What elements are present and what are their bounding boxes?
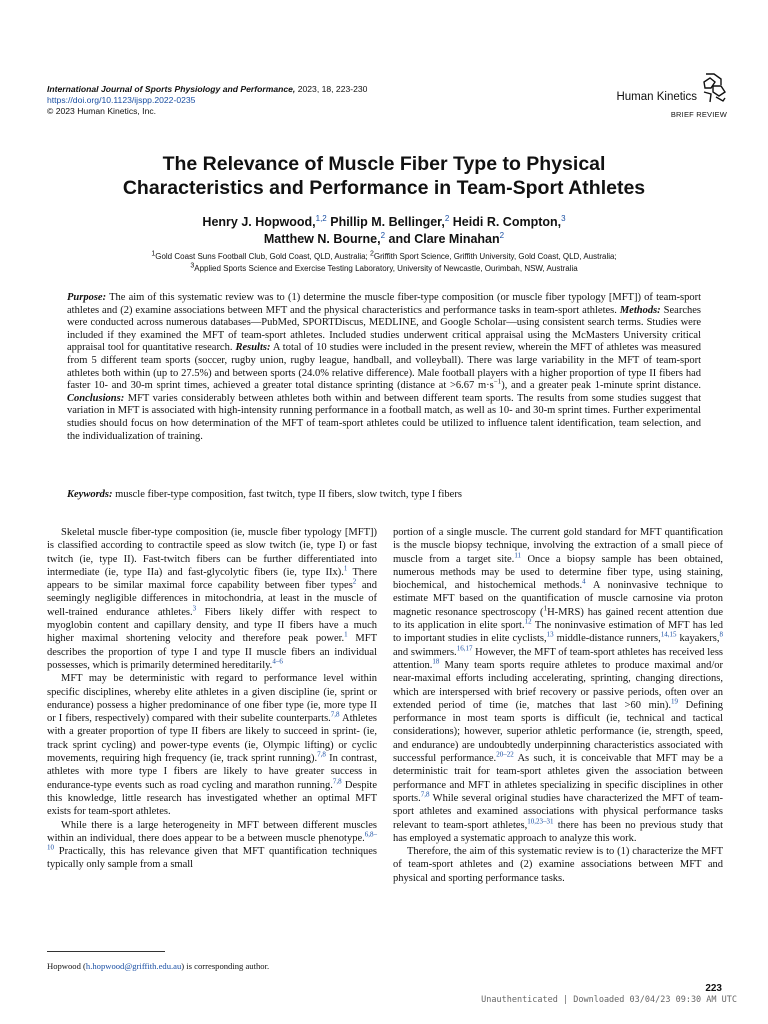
body-paragraph — [47, 819, 377, 872]
body-text: However, the MFT of team-sport athletes has received less attention. — [393, 646, 723, 671]
body-text: As such, it is conceivable that MFT may be a deterministic trait for team-sport athletes given the association between performance and MFT in athletes specializing in specific disciplines in other sports. — [393, 753, 723, 804]
affiliation-text: Griffith Sport Science, Griffith University, Gold Coast, QLD, Australia; — [373, 252, 617, 261]
body-text: kayakers, — [676, 633, 720, 645]
body-paragraph — [393, 845, 723, 885]
body-text: Skeletal muscle fiber-type composition (ie, muscle fiber typology [MFT]) is classified according to contractile speed as slow twitch (ie, type I) or fast twitch (ie, type II). Fast-twitch fibers can be further differentiated into intermediate (ie, type IIa) and fast-glycolytic fibers (ie, type IIx). — [47, 527, 377, 578]
citation-link[interactable]: 1 — [343, 564, 348, 573]
author-affiliation-mark[interactable]: 2 — [499, 230, 505, 240]
download-stamp: Unauthenticated | Downloaded 03/04/23 09:30 AM UTC — [481, 995, 737, 1005]
article-type-label: BRIEF REVIEW — [670, 110, 727, 119]
citation-link[interactable]: 8 — [719, 630, 723, 639]
journal-title: International Journal of Sports Physiology and Performance, — [47, 84, 296, 94]
abstract-purpose-label: Purpose: — [67, 292, 107, 303]
citation-link[interactable]: 4 — [582, 577, 586, 586]
citation-link[interactable]: 11 — [514, 551, 522, 560]
body-text: Athletes with a greater proportion of type II fibers are likely to succeed in sprint- (ie, track sprint cycling) and power-type events (ie, Olympic lifting) or cyclic movements, requiring high frequency (ie, track sprint running). — [47, 713, 377, 765]
author-name: Phillip M. Bellinger, — [330, 215, 445, 229]
body-column-right — [393, 526, 723, 885]
author-list — [60, 214, 708, 248]
abstract-results-cont: ), and a greater peak 1-minute sprint distance. — [501, 380, 701, 392]
citation-link[interactable]: 4–6 — [272, 657, 283, 666]
affiliations — [60, 251, 708, 274]
body-text: and swimmers. — [393, 646, 457, 658]
body-text: Once a biopsy sample has been obtained, numerous methods may be used to determine fiber type, using staining, biochemical, and histochemical methods. — [393, 553, 723, 592]
author-name: Henry J. Hopwood, — [202, 215, 316, 229]
body-text: Many team sports require athletes to produce maximal and/or near-maximal efforts including accelerating, sprinting, changing directions, which are interspersed with brief recovery or passive periods, often over an extended period of time (ie, matches that last >60 min). — [393, 659, 723, 711]
citation-link[interactable]: 19 — [671, 697, 679, 706]
citation-link[interactable]: 14,15 — [660, 630, 677, 639]
citation-link[interactable]: 20–22 — [496, 750, 514, 759]
body-text: While several original studies have characterized the MFT of team-sport athletes and examined associations with physical performance tasks relevant to team-sport athletes, — [393, 792, 723, 831]
title-line-1: The Relevance of Muscle Fiber Type to Physical — [162, 153, 606, 175]
body-text: In contrast, athletes with more type I fibers are likely to have greater success in endurance-type events such as road cycling and marathon running. — [47, 753, 377, 791]
doi-link[interactable]: https://doi.org/10.1123/ijspp.2022-0235 — [47, 95, 196, 105]
body-text: Despite this knowledge, little research has investigated whether an optimal MFT exists for team-sport athletes. — [47, 779, 377, 818]
abstract-methods-label: Methods: — [619, 304, 661, 316]
title-line-2: Characteristics and Performance in Team-Sport Athletes — [122, 177, 646, 199]
isotope-mark: 1 — [543, 604, 548, 613]
copyright: © 2023 Human Kinetics, Inc. — [47, 106, 157, 116]
citation-link[interactable]: 7,8 — [420, 790, 430, 799]
citation-link[interactable]: 1 — [344, 630, 348, 639]
body-paragraph — [47, 672, 377, 818]
citation-link[interactable]: 12 — [524, 617, 532, 626]
citation-link[interactable]: 7,8 — [317, 750, 326, 759]
unit-exponent: −1 — [493, 377, 502, 386]
citation-link[interactable]: 7,8 — [332, 777, 342, 786]
publisher-block — [597, 84, 727, 122]
journal-volume-info: 2023, 18, 223-230 — [295, 84, 368, 94]
abstract-results: A total of 10 studies were included in the present review, wherein the MFT of athletes was measured from 5 different team sports (soccer, rugby union, rugby league, handball, and volleyball). There was large variability in the MFT of team-sport athletes both within (up to 27.5%) and between sports (24.0% relative difference). Male football players with a higher proportion of type II fibers had faster 10- and 30-m sprint times, achieved a greater total distance sprinting (distance at >6.67 m·s — [67, 342, 701, 392]
author-affiliation-mark[interactable]: 3 — [561, 213, 566, 223]
abstract-results-label: Results: — [235, 342, 271, 354]
body-text: and seemingly negligible differences in mitochondria, at least in the muscle of well-trained endurance athletes. — [47, 580, 377, 618]
affiliation-number: 2 — [370, 250, 374, 258]
citation-link[interactable]: 7,8 — [330, 710, 340, 719]
body-text: MFT describes the proportion of type I and type II muscle fibers an individual possesses, which is primarily determined hereditarily. — [47, 633, 377, 671]
journal-header — [47, 84, 727, 124]
body-text: middle-distance runners, — [553, 633, 661, 645]
page-number: 223 — [705, 983, 722, 994]
keywords — [67, 488, 701, 501]
body-paragraph — [393, 526, 723, 845]
article-title — [60, 152, 708, 200]
body-text: Defining performance in most team sports is difficult (ie, technical and tactical considerations); however, superior athletic performance (ie, strength, speed, and endurance) are undoubtedly underpinning characteristics associated with successful performance. — [393, 699, 723, 765]
author-affiliation-mark[interactable]: 1,2 — [315, 213, 327, 223]
abstract-conclusions-label: Conclusions: — [67, 392, 125, 404]
citation-link[interactable]: 16,17 — [456, 644, 473, 653]
email-link[interactable]: h.hopwood@griffith.edu.au — [85, 961, 182, 971]
abstract-methods: Searches were conducted across numerous databases—PubMed, SPORTDiscus, MEDLINE, and Google Scholar—using consistent search terms. Studies were included if they examined the MFT of team-sport athletes. Included studies underwent critical appraisal using the McMasters University critical appraisal tool for quantitative research. — [67, 304, 701, 354]
affiliation-number: 1 — [151, 250, 156, 258]
author-name: Matthew N. Bourne, — [263, 232, 381, 246]
publisher-name: Human Kinetics — [616, 91, 697, 103]
body-text: MFT may be deterministic with regard to performance level within specific disciplines, whereby elite athletes in a given discipline (ie, sprint or endurance) possess a higher predominance of one fiber type (ie, more type II or I fibers, respectively) compared with their subelite counterparts. — [47, 673, 377, 725]
body-text: Fibers likely differ with respect to myoglobin content and capillary density, and type II fibers have a much higher maximal shortening velocity and therefore peak power. — [47, 606, 377, 645]
citation-link[interactable]: 18 — [432, 657, 440, 666]
citation-link[interactable]: 13 — [546, 630, 554, 639]
citation-link[interactable]: 3 — [192, 604, 197, 613]
body-column-left — [47, 526, 377, 872]
affiliation-text: Applied Sports Science and Exercise Testing Laboratory, University of Newcastle, Ourimbah, NSW, Australia — [194, 263, 578, 273]
corresponding-author-note — [47, 961, 269, 971]
author-affiliation-mark[interactable]: 2 — [380, 230, 386, 240]
human-kinetics-logo-icon — [701, 72, 727, 104]
footnote-text: ) is corresponding author. — [181, 961, 270, 971]
body-text: The noninvasive estimation of MFT has led to important studies in elite cyclists, — [393, 620, 723, 645]
body-text: There appears to be similar maximal force capability between fiber types — [47, 566, 377, 592]
body-text: there has been no previous study that has employed a systematic approach to analyze this work. — [393, 819, 724, 844]
citation-link[interactable]: 2 — [352, 577, 357, 586]
author-affiliation-mark[interactable]: 2 — [444, 213, 450, 223]
body-paragraph — [47, 526, 377, 672]
body-text: H-MRS) has gained recent attention due to its application in elite sport. — [393, 606, 723, 632]
affiliation-text: Gold Coast Suns Football Club, Gold Coast, QLD, Australia; — [155, 252, 368, 261]
citation-link[interactable]: 10,23–31 — [527, 817, 554, 826]
body-text: portion of a single muscle. The current gold standard for MFT quantification is the muscle biopsy technique, involving the extraction of a small piece of muscle from a target site. — [393, 527, 723, 565]
footnote-text: Hopwood ( — [47, 961, 86, 971]
abstract-purpose: The aim of this systematic review was to (1) determine the muscle fiber-type composition (or muscle fiber typology [MFT]) of team-sport athletes and (2) examine associations between MFT and the physical characteristics and performance tasks in team-sport athletes. — [67, 292, 701, 316]
body-text: Therefore, the aim of this systematic review is to (1) characterize the MFT of team-sport athletes and (2) examine associations between MFT and physical and sporting performance tasks. — [393, 846, 723, 884]
abstract-conclusions: MFT varies considerably between athletes both within and between different team sports. The results from some studies suggest that variation in MFT is associated with high-intensity running performance in a football match, as well as 10- and 30-m sprint times. Further experimental studies should focus on how determination of the MFT of team-sport athletes could be utilized to influence talent identification, team selection, and the individualization of training. — [67, 392, 701, 442]
footnote-divider — [47, 951, 165, 952]
abstract — [67, 292, 701, 443]
keywords-text: muscle fiber-type composition, fast twitch, type II fibers, slow twitch, type I fibers — [112, 489, 462, 500]
body-text: While there is a large heterogeneity in MFT between different muscles within an individual, there does appear to be a between muscle phenotype. — [47, 819, 377, 844]
citation-link[interactable]: 6,8–10 — [47, 830, 377, 852]
keywords-label: Keywords: — [67, 489, 113, 500]
body-text: Practically, this has relevance given that MFT quantification techniques typically only sample from a small — [47, 846, 377, 871]
author-name: Heidi R. Compton, — [452, 215, 562, 229]
affiliation-number: 3 — [190, 261, 195, 269]
body-text: A noninvasive technique to estimate MFT based on the quantification of muscle carnosine via proton magnetic resonance spectroscopy ( — [393, 580, 723, 618]
author-name: and Clare Minahan — [388, 232, 500, 246]
